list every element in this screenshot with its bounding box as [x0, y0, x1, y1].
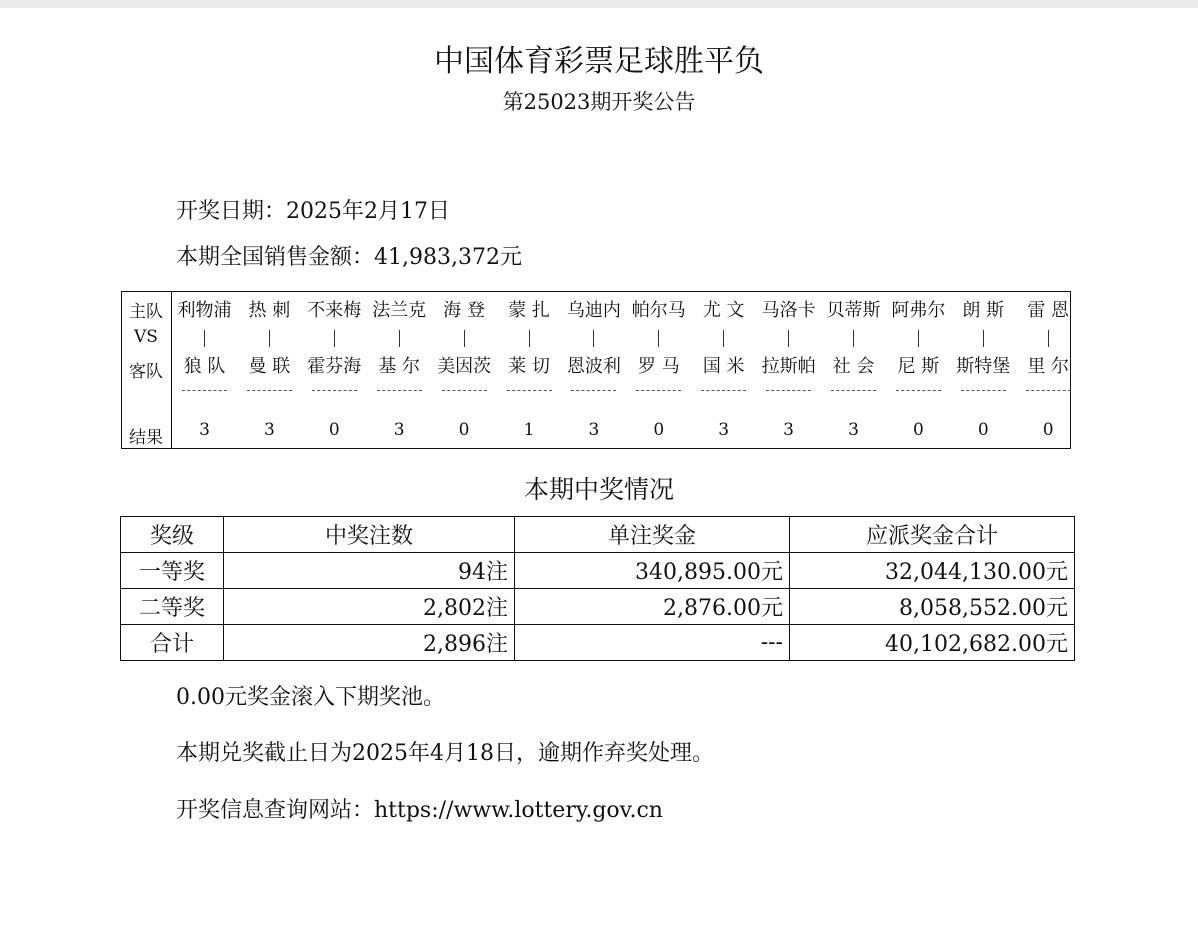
- dash-separator: [636, 390, 681, 391]
- vs-separator: [658, 330, 659, 347]
- match-column: [626, 292, 691, 448]
- match-column: [886, 292, 951, 448]
- away-label: 客队: [129, 362, 163, 382]
- away-team: 社 会: [832, 356, 875, 377]
- match-column: [367, 292, 432, 448]
- vs-separator: [788, 330, 789, 347]
- dash-separator: [377, 390, 422, 391]
- match-result: 3: [263, 420, 275, 440]
- match-result: 3: [848, 420, 859, 440]
- vs-separator: [1048, 330, 1049, 347]
- match-column: [561, 292, 626, 448]
- home-team: 贝蒂斯: [826, 300, 881, 321]
- header-count: 中奖注数: [224, 517, 515, 553]
- prize-table: [120, 516, 1075, 661]
- match-result: 0: [912, 420, 924, 440]
- vs-separator: [983, 330, 984, 347]
- match-column: [432, 292, 497, 448]
- away-team: 里 尔: [1027, 356, 1070, 377]
- table-row: [121, 589, 1075, 625]
- match-result: 0: [1042, 420, 1054, 440]
- vs-separator: [853, 330, 854, 347]
- home-team: 蒙 扎: [508, 300, 550, 321]
- dash-separator: [442, 390, 487, 391]
- vs-separator: [723, 330, 724, 347]
- match-result: 3: [783, 420, 794, 440]
- away-team: 罗 马: [637, 356, 680, 377]
- dash-separator: [182, 390, 227, 391]
- away-team: 拉斯帕: [761, 356, 816, 377]
- home-team: 马洛卡: [761, 300, 816, 321]
- vs-separator: [918, 330, 919, 347]
- match-column: [497, 292, 562, 448]
- dash-separator: [896, 390, 941, 391]
- dash-separator: [961, 390, 1006, 391]
- page-subtitle: 第25023期开奖公告: [502, 90, 696, 114]
- away-team: 恩波利: [566, 356, 621, 377]
- match-result: 0: [653, 420, 665, 440]
- away-team: 莱 切: [508, 356, 550, 377]
- sales-amount: 本期全国销售金额：41,983,372元: [176, 245, 522, 270]
- match-result: 1: [523, 420, 535, 440]
- match-column: [951, 292, 1016, 448]
- away-team: 美因茨: [437, 356, 492, 377]
- home-team: 阿弗尔: [891, 300, 946, 321]
- dash-separator: [1026, 390, 1071, 391]
- top-bar: [0, 0, 1198, 8]
- dash-separator: [507, 390, 552, 391]
- home-label: 主队: [129, 302, 163, 322]
- match-column: [1016, 292, 1081, 448]
- away-team: 国 米: [702, 356, 745, 377]
- home-team: 帕尔马: [631, 300, 686, 321]
- vs-separator: [529, 330, 530, 347]
- deadline-note: 本期兑奖截止日为2025年4月18日，逾期作弃奖处理。: [176, 741, 714, 766]
- single-prize: 340,895.00元: [515, 553, 790, 589]
- vs-separator: [464, 330, 465, 347]
- away-team: 基 尔: [378, 356, 421, 377]
- home-team: 利物浦: [177, 300, 232, 321]
- match-result: 3: [393, 420, 405, 440]
- header-single: 单注奖金: [515, 517, 790, 553]
- single-prize: 2,876.00元: [515, 589, 790, 625]
- matches-table: [121, 291, 1071, 449]
- match-column: [821, 292, 886, 448]
- home-team: 乌迪内: [566, 300, 621, 321]
- match-result: 0: [977, 420, 989, 440]
- prize-level: 一等奖: [121, 553, 224, 589]
- vs-separator: [334, 330, 335, 347]
- website-link[interactable]: 开奖信息查询网站：https://www.lottery.gov.cn: [176, 798, 663, 823]
- total-prize: 40,102,682.00元: [790, 625, 1075, 661]
- page-title: 中国体育彩票足球胜平负: [434, 44, 764, 79]
- dash-separator: [312, 390, 357, 391]
- match-result: 3: [588, 420, 600, 440]
- dash-separator: [766, 390, 811, 391]
- header-level: 奖级: [121, 517, 224, 553]
- vs-label: VS: [134, 327, 158, 347]
- prize-level: 二等奖: [121, 589, 224, 625]
- dash-separator: [831, 390, 876, 391]
- dash-separator: [701, 390, 746, 391]
- match-result: 0: [328, 420, 340, 440]
- away-team: 斯特堡: [956, 356, 1011, 377]
- match-column: [691, 292, 756, 448]
- match-result: 3: [718, 420, 730, 440]
- match-column: [302, 292, 367, 448]
- prize-section-title: 本期中奖情况: [523, 475, 674, 504]
- table-row: [121, 553, 1075, 589]
- draw-date: 开奖日期：2025年2月17日: [176, 199, 450, 224]
- vs-separator: [399, 330, 400, 347]
- total-prize: 32,044,130.00元: [790, 553, 1075, 589]
- prize-level: 合计: [121, 625, 224, 661]
- home-team: 海 登: [443, 300, 485, 321]
- home-team: 法兰克: [372, 300, 427, 321]
- match-column: [172, 292, 237, 448]
- vs-separator: [269, 330, 270, 347]
- home-team: 不来梅: [307, 300, 362, 321]
- prize-header-row: [121, 517, 1075, 553]
- matches-row-labels: [122, 292, 172, 448]
- away-team: 狼 队: [183, 356, 226, 377]
- single-prize: ---: [515, 625, 790, 661]
- away-team: 霍芬海: [307, 356, 362, 377]
- vs-separator: [593, 330, 594, 347]
- home-team: 雷 恩: [1027, 300, 1070, 321]
- rollover-note: 0.00元奖金滚入下期奖池。: [176, 685, 445, 710]
- away-team: 尼 斯: [897, 356, 940, 377]
- table-row: [121, 625, 1075, 661]
- match-result: 3: [199, 420, 210, 440]
- home-team: 朗 斯: [962, 300, 1005, 321]
- winner-count: 2,896注: [224, 625, 515, 661]
- dash-separator: [247, 390, 292, 391]
- dash-separator: [571, 390, 616, 391]
- vs-separator: [204, 330, 205, 347]
- home-team: 尤 文: [702, 300, 745, 321]
- result-label: 结果: [129, 428, 163, 448]
- away-team: 曼 联: [248, 356, 291, 377]
- winner-count: 2,802注: [224, 589, 515, 625]
- winner-count: 94注: [224, 553, 515, 589]
- total-prize: 8,058,552.00元: [790, 589, 1075, 625]
- match-column: [237, 292, 302, 448]
- header-total: 应派奖金合计: [790, 517, 1075, 553]
- home-team: 热 刺: [248, 300, 291, 321]
- match-result: 0: [458, 420, 470, 440]
- match-column: [756, 292, 821, 448]
